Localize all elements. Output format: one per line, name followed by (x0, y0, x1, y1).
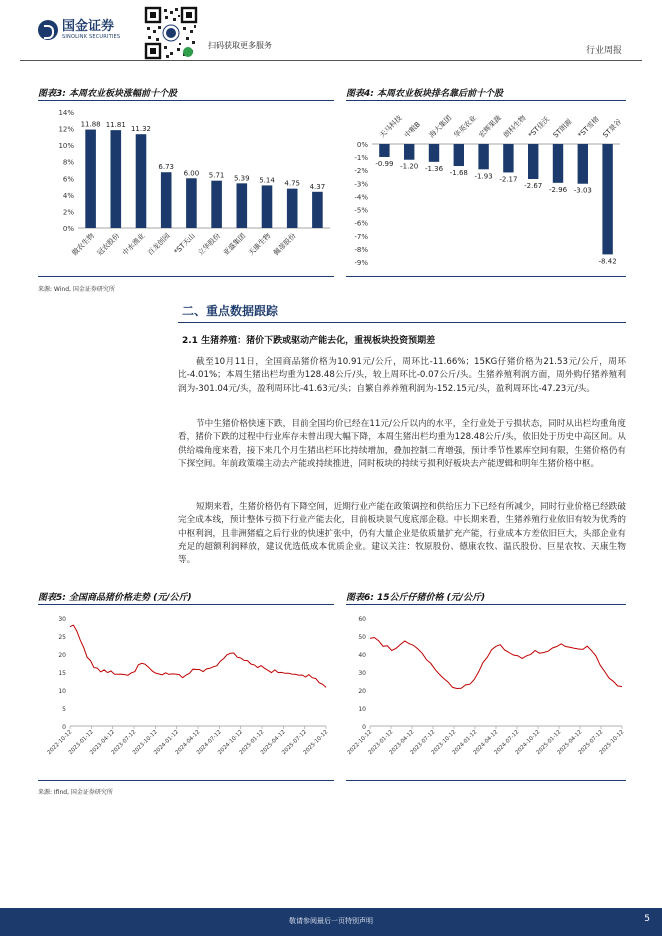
fig4-y-tick: -7% (354, 232, 368, 241)
paragraph-3: 短期来看，生猪价格仍有下降空间，近期行业产能在政策调控和供给压力下已经有所减少，同时行业价格已经跌破完全成本线，预计整体亏损下行业产能去化，目前板块景气度底部企稳。中长期来看，生猪养殖行业依旧有较为优秀的中枢利润，且非洲猪瘟之后行业的快速扩张中，仍有大量企业是依质量扩充产能，行业成本方差依旧巨大，头部企业有充足的超额利润释放，建议优选低成本优质企业。建议关注：牧原股份、德康农牧、温氏股份、巨星农牧、天康生物等。 (178, 502, 626, 566)
fig6-x-tick: 2023-01-12 (367, 729, 395, 757)
fig4-bar (602, 144, 612, 254)
fig5-y-tick: 30 (58, 616, 66, 623)
fig3-category-label: 中水渔业 (120, 231, 147, 258)
fig4-y-tick: -4% (354, 193, 368, 202)
fig6-x-tick: 2025-07-12 (577, 729, 605, 757)
fig4-data-label: -1.68 (449, 169, 468, 178)
fig6-y-tick: 60 (358, 616, 366, 623)
fig3-bar-chart (38, 104, 338, 274)
subsection-title: 2.1 生猪养殖：猪价下跌或驱动产能去化，重视板块投资预期差 (182, 336, 436, 346)
fig3-data-label: 5.39 (234, 174, 250, 183)
fig4-title: 图表4: 本周农业板块排名靠后前十个股 (346, 89, 503, 99)
fig6-top-rule (346, 604, 626, 605)
fig6-x-tick: 2024-01-12 (451, 729, 479, 757)
fig3-data-label: 11.88 (80, 120, 101, 129)
fig4-bar (578, 144, 588, 184)
fig5-title: 图表5: 全国商品猪价格走势 (元/公斤) (38, 593, 192, 603)
page-number: 5 (644, 914, 650, 924)
fig3-category-label: *ST天山 (172, 231, 197, 256)
fig6-line-chart (346, 608, 628, 778)
fig5-x-tick: 2022-10-12 (46, 729, 74, 757)
fig3-bar (136, 134, 147, 228)
fig4-data-label: -2.96 (548, 185, 568, 194)
fig5-x-tick: 2024-10-12 (217, 729, 245, 757)
fig6-y-tick: 30 (358, 670, 366, 677)
fig4-data-label: -1.93 (474, 172, 493, 181)
section-title: 二、重点数据跟踪 (182, 304, 279, 318)
fig3-data-label: 5.14 (259, 176, 275, 185)
fig3-data-label: 11.32 (130, 125, 152, 134)
fig4-category-label: ST朗源 (551, 117, 574, 140)
fig5-x-tick: 2025-07-12 (281, 729, 309, 757)
fig5-x-tick: 2025-01-12 (238, 729, 266, 757)
brand-name-en: SINOLINK SECURITIES (62, 34, 121, 40)
fig3-category-label: 立华股份 (196, 231, 223, 258)
paragraph-1: 截至10月11日，全国商品猪价格为10.91元/公斤，周环比-11.66%；15KG仔猪价格为21.53元/公斤，周环比-4.01%；本周生猪出栏均重为128.48公斤/头，较上周环比-0.07公斤/头。生猪养殖利润方面，周外购仔猪养殖利润为-301.04元/头，盈利周环比-41.63元/头；自繁自养养殖利润为-152.15元/头，盈利周环比-47.23元/头。 (178, 357, 626, 394)
fig3-category-label: 傲农生物 (70, 231, 97, 258)
fig4-category-label: 天马科技 (378, 113, 404, 140)
fig3-bar (85, 130, 96, 228)
fig5-y-tick: 0 (62, 724, 66, 731)
fig4-data-label: -0.99 (375, 159, 394, 168)
fig4-category-label: 宏辉果蔬 (477, 113, 503, 140)
fig4-category-label: 海大集团 (427, 113, 454, 140)
fig4-category-label: 华英农业 (452, 113, 479, 140)
fig5-y-tick: 10 (58, 688, 66, 695)
fig3-bar (161, 172, 172, 228)
fig3-bar (312, 192, 323, 228)
footer-disclaimer: 敬请参阅最后一页特别声明 (289, 917, 373, 925)
fig3-data-label: 11.81 (105, 121, 126, 130)
header-divider (20, 60, 642, 61)
fig4-category-label: 朗科生物 (502, 113, 528, 140)
document-type: 行业周报 (585, 46, 622, 56)
fig3-data-label: 5.71 (208, 171, 225, 180)
fig4-y-tick: -1% (354, 154, 368, 163)
fig6-x-tick: 2025-10-12 (598, 729, 626, 757)
brand-name-cn: 国金证券 (62, 19, 115, 34)
fig5-x-tick: 2025-10-12 (302, 729, 330, 757)
fig5-y-tick: 15 (58, 670, 66, 677)
fig5-x-tick: 2025-04-12 (259, 729, 287, 757)
fig5-x-tick: 2024-01-12 (153, 729, 181, 757)
fig6-y-tick: 50 (358, 634, 366, 641)
fig4-category-label: *ST雪榕 (576, 115, 601, 140)
fig4-category-label: ST景谷 (601, 117, 624, 140)
fig3-data-label: 4.37 (309, 182, 326, 191)
fig6-x-tick: 2025-01-12 (535, 729, 563, 757)
fig6-x-tick: 2022-10-12 (346, 729, 374, 757)
fig6-series-line (370, 638, 622, 689)
fig4-data-label: -2.17 (499, 175, 518, 184)
fig6-y-tick: 40 (358, 652, 366, 659)
fig3-bottom-rule (38, 276, 334, 277)
fig3-category-label: 冠农股份 (95, 231, 122, 258)
fig4-y-tick: -6% (354, 219, 368, 228)
fig3-y-tick: 8% (62, 158, 74, 167)
fig6-x-tick: 2025-04-12 (556, 729, 584, 757)
fig4-y-tick: 0% (356, 141, 368, 149)
fig5-top-rule (38, 604, 334, 605)
fig5-x-tick: 2023-10-12 (131, 729, 159, 757)
fig6-x-tick: 2024-07-12 (493, 729, 521, 757)
fig3-category-label: 天康生物 (246, 231, 273, 258)
fig5-x-tick: 2024-07-12 (195, 729, 223, 757)
fig4-bottom-rule (346, 276, 626, 277)
fig5-x-tick: 2023-07-12 (110, 729, 138, 757)
fig4-bar (503, 144, 513, 172)
fig3-bar (237, 183, 248, 228)
fig5-y-tick: 25 (58, 634, 66, 641)
fig5-y-tick: 20 (58, 652, 66, 659)
fig5-x-tick: 2024-04-12 (174, 729, 202, 757)
fig4-y-tick: -8% (354, 245, 368, 254)
fig4-bar-chart (346, 104, 628, 274)
fig3-bar (287, 189, 298, 228)
brand-logo (38, 20, 120, 40)
fig3-category-label: 百龙创园 (146, 231, 172, 258)
fig5-y-tick: 5 (62, 706, 66, 713)
fig3-category-label: 亚盛集团 (221, 231, 248, 258)
fig3-data-label: 6.73 (158, 163, 174, 172)
fig6-x-tick: 2023-10-12 (430, 729, 458, 757)
sinolink-logo-icon (38, 20, 58, 40)
qr-caption: 扫码获取更多服务 (208, 41, 272, 50)
fig6-x-tick: 2023-04-12 (388, 729, 416, 757)
fig4-bar (528, 144, 538, 179)
fig5-x-tick: 2023-04-12 (89, 729, 117, 757)
fig4-top-rule (346, 100, 626, 101)
fig4-y-tick: -5% (354, 206, 368, 215)
fig3-y-tick: 12% (58, 125, 74, 134)
fig3-4-source: 来源: Wind, 国金证券研究所 (38, 286, 115, 293)
fig3-y-tick: 14% (58, 109, 74, 117)
fig3-y-tick: 2% (62, 208, 74, 217)
fig6-x-tick: 2024-10-12 (514, 729, 542, 757)
fig4-data-label: -2.67 (524, 182, 543, 191)
fig6-x-tick: 2024-04-12 (472, 729, 500, 757)
qr-code-icon[interactable] (144, 6, 198, 60)
fig6-y-tick: 0 (362, 724, 366, 731)
fig3-y-tick: 6% (62, 175, 74, 184)
fig3-title: 图表3: 本周农业板块涨幅前十个股 (38, 89, 177, 99)
fig3-bar (211, 181, 222, 228)
fig6-x-tick: 2023-07-12 (409, 729, 437, 757)
fig4-data-label: -1.20 (400, 162, 419, 171)
paragraph-2: 节中生猪价格快速下跌，目前全国均价已经在11元/公斤以内的水平，全行业处于亏损状态，同时从出栏均重角度看，猪价下跌的过程中行业库存未曾出现大幅下降，本周生猪出栏均重为128.48公斤/头，依旧处于历史中高区间。从供给端角度来看，接下来几个月生猪出栏环比持续增加，叠加控制二育增强，预计季节性累库空间有限，生猪价格仍有下探空间。年前政策端主动去产能或持续推进，同时板块的持续亏损利好板块去产能逻辑和明年生猪价格中枢。 (178, 419, 626, 469)
fig4-data-label: -1.36 (424, 164, 444, 173)
fig4-bar (379, 144, 389, 157)
fig3-data-label: 4.75 (284, 179, 300, 188)
fig4-category-label: 中粮B (402, 120, 422, 140)
fig4-bar (454, 144, 464, 166)
fig4-bar (478, 144, 488, 169)
fig4-bar (553, 144, 563, 183)
fig4-data-label: -8.42 (598, 257, 617, 266)
fig4-bar (429, 144, 439, 162)
fig3-y-tick: 4% (62, 191, 74, 200)
fig5-bottom-rule (38, 780, 334, 781)
fig3-bar (186, 178, 197, 228)
fig3-top-rule (38, 100, 334, 101)
fig4-y-tick: -3% (354, 180, 368, 189)
fig3-bar (111, 130, 122, 228)
fig6-y-tick: 20 (358, 688, 366, 695)
fig4-y-tick: -2% (354, 167, 368, 176)
fig5-series-line (70, 625, 326, 687)
fig5-line-chart (38, 608, 336, 778)
fig5-6-source: 来源: Ifind, 国金证券研究所 (38, 789, 113, 796)
fig6-bottom-rule (346, 780, 626, 781)
section-rule (178, 322, 626, 323)
fig4-y-tick: -9% (354, 259, 368, 267)
fig6-title: 图表6: 15公斤仔猪价格 (元/公斤) (346, 593, 486, 603)
fig6-y-tick: 10 (358, 706, 366, 713)
fig3-y-tick: 0% (62, 225, 74, 233)
fig5-x-tick: 2023-01-12 (67, 729, 95, 757)
fig3-data-label: 6.00 (183, 169, 200, 178)
fig4-bar (404, 144, 414, 160)
fig4-data-label: -3.03 (573, 186, 592, 195)
fig3-category-label: 佩蒂股份 (272, 231, 298, 258)
fig4-category-label: *ST佳沃 (526, 115, 552, 140)
fig3-y-tick: 10% (58, 142, 74, 151)
fig3-bar (262, 185, 273, 228)
